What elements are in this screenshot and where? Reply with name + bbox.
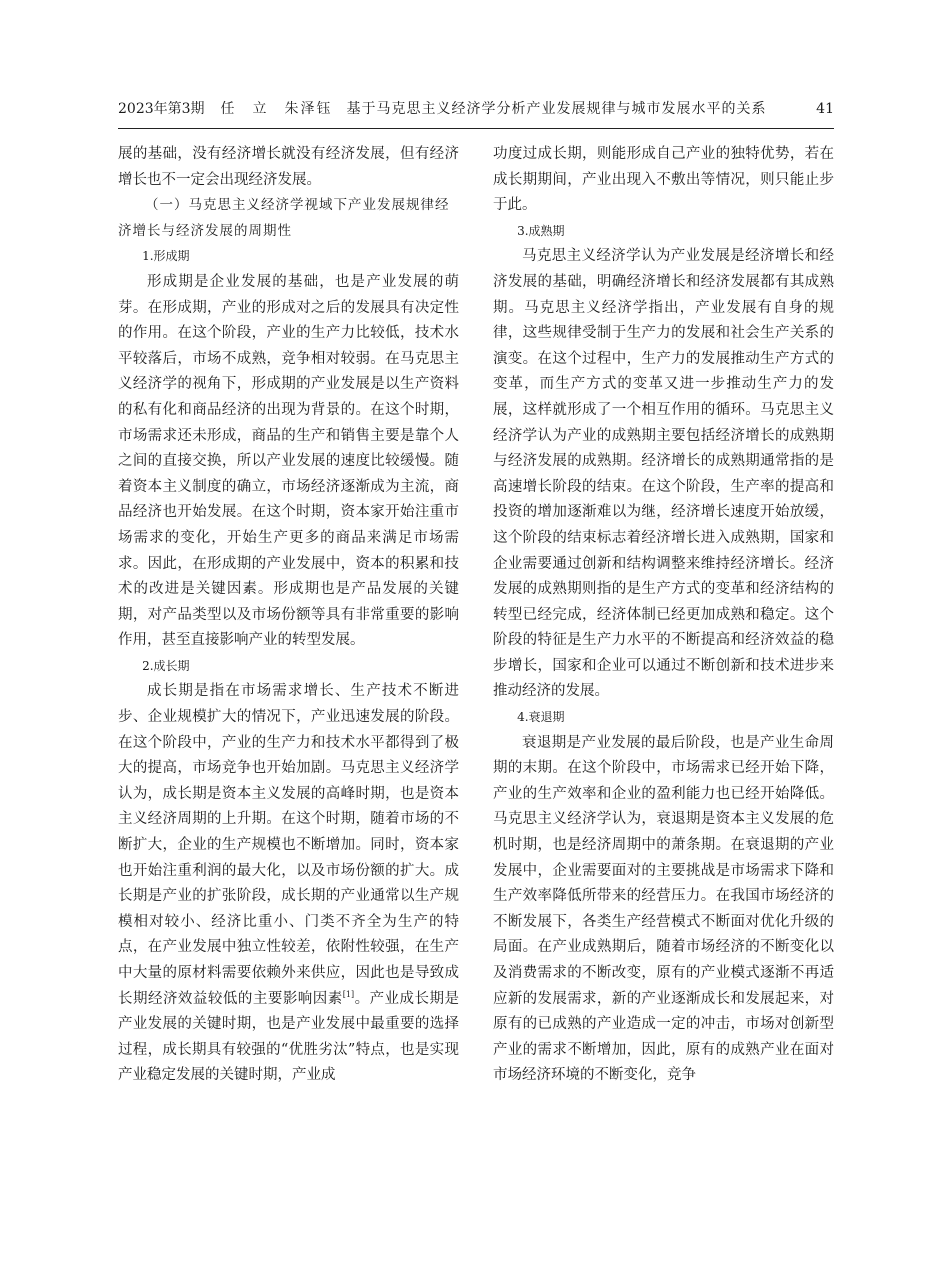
journal-issue: 2023年第3期 [118,101,205,117]
page-number: 41 [816,101,834,117]
paragraph-formation: 形成期是企业发展的基础，也是产业发展的萌芽。在形成期，产业的形成对之后的发展具有决定性的作用。在这个阶段，产业的生产力比较低，技术水平较落后，市场不成熟，竞争相对较弱。在马克思主义经济学的视角下，形成期的产业发展是以生产资料的私有化和商品经济的出现为背景的。在这个时期，市场需求还未形成，商品的生产和销售主要是靠个人之间的直接交换，所以产业发展的速度比较缓慢。随着资本主义制度的确立，市场经济逐渐成为主流，商品经济也开始发展。在这个时期，资本家开始注重市场需求的变化，开始生产更多的商品来满足市场需求。因此，在形成期的产业发展中，资本的积累和技术的改进是关键因素。形成期也是产品发展的关键期，对产品类型以及市场份额等具有非常重要的影响作用，甚至直接影响产业的转型发展。 [118,273,459,649]
paragraph-maturity: 马克思主义经济学认为产业发展是经济增长和经济发展的基础，明确经济增长和经济发展都有其成熟期。马克思主义经济学指出，产业发展有自身的规律，这些规律受制于生产力的发展和社会生产关系的演变。在这个过程中，生产力的发展推动生产方式的变革，而生产方式的变革又进一步推动生产力的发展，这样就形成了一个相互作用的循环。马克思主义经济学认为产业的成熟期主要包括经济增长的成熟期与经济发展的成熟期。经济增长的成熟期通常指的是高速增长阶段的结束。在这个阶段，生产率的提高和投资的增加逐渐难以为继，经济增长速度开始放缓，这个阶段的结束标志着经济增长进入成熟期，国家和企业需要通过创新和结构调整来维持经济增长。经济发展的成熟期则指的是生产方式的变革和经济结构的转型已经完成，经济体制已经更加成熟和稳定。这个阶段的特征是生产力水平的不断提高和经济效益的稳步增长，国家和企业可以通过不断创新和技术进步来推动经济的发展。 [493,248,834,700]
section-heading: （一）马克思主义经济学视域下产业发展规律经济增长与经济发展的周期性 [118,197,450,239]
subheading-decline: 4.衰退期 [517,710,565,725]
running-header [118,98,834,124]
paragraph-growth [118,679,459,1089]
subheading-growth: 2.成长期 [142,658,190,673]
subheading-maturity: 3.成熟期 [517,223,565,238]
paragraph-decline: 衰退期是产业发展的最后阶段，也是产业生命周期的末期。在这个阶段中，市场需求已经开始下降，产业的生产效率和企业的盈利能力也已经开始降低。马克思主义经济学认为，衰退期是资本主义发展的危机时期，也是经济周期中的萧条期。在衰退期的产业发展中，企业需要面对的主要挑战是市场需求下降和生产效率降低所带来的经营压力。在我国市场经济的不断发展下，各类生产经营模式不断面对优化升级的局面。在产业成熟期后，随着市场经济的不断变化以及消费需求的不断改变，原有的产业模式逐渐不再适应新的发展需求，新的产业逐渐成长和发展起来，对原有的已成熟的产业造成一定的冲击，市场对创新型产业的需求不断增加，因此，原有的成熟产业在面对市场经济环境的不断变化，竞争 [493,734,834,1084]
growth-text-a: 成长期是指在市场需求增长、生产技术不断进步、企业规模扩大的情况下，产业迅速发展的阶段。在这个阶段中，产业的生产力和技术水平都得到了极大的提高，市场竞争也开始加剧。马克思主义经济学认为，成长期是资本主义发展的高峰时期，也是资本主义经济周期的上升期。在这个时期，随着市场的不断扩大，企业的生产规模也不断增加。同时，资本家也开始注重利润的最大化，以及市场份额的扩大。成长期是产业的扩张阶段，成长期的产业通常以生产规模相对较小、经济比重小、门类不齐全为生产的特点，在产业发展中独立性较差，依附性较强，在生产中大量的原材料需要依赖外来供应，因此也是导致成长期经济效益较低的主要影响因素 [118,683,459,1007]
header-rule [118,128,834,129]
left-column [118,142,459,1089]
growth-text-b: 。产业成长期是产业发展的关键时期，也是产业发展中最重要的选择过程，成长期具有较强的“优胜劣汰”特点，也是实现产业稳定发展的关键时期，产业成 [118,990,459,1084]
authors: 任 立 朱泽钰 [220,101,333,117]
citation-1: [1] [342,989,355,999]
article-title: 基于马克思主义经济学分析产业发展规律与城市发展水平的关系 [346,101,767,117]
paragraph-continued-right: 功度过成长期，则能形成自己产业的独特优势，若在成长期期间，产业出现入不敷出等情况，则只能止步于此。 [493,146,834,214]
paragraph-continued: 展的基础，没有经济增长就没有经济发展，但有经济增长也不一定会出现经济发展。 [118,146,459,188]
right-column [493,142,834,1089]
subheading-formation: 1.形成期 [142,249,190,264]
